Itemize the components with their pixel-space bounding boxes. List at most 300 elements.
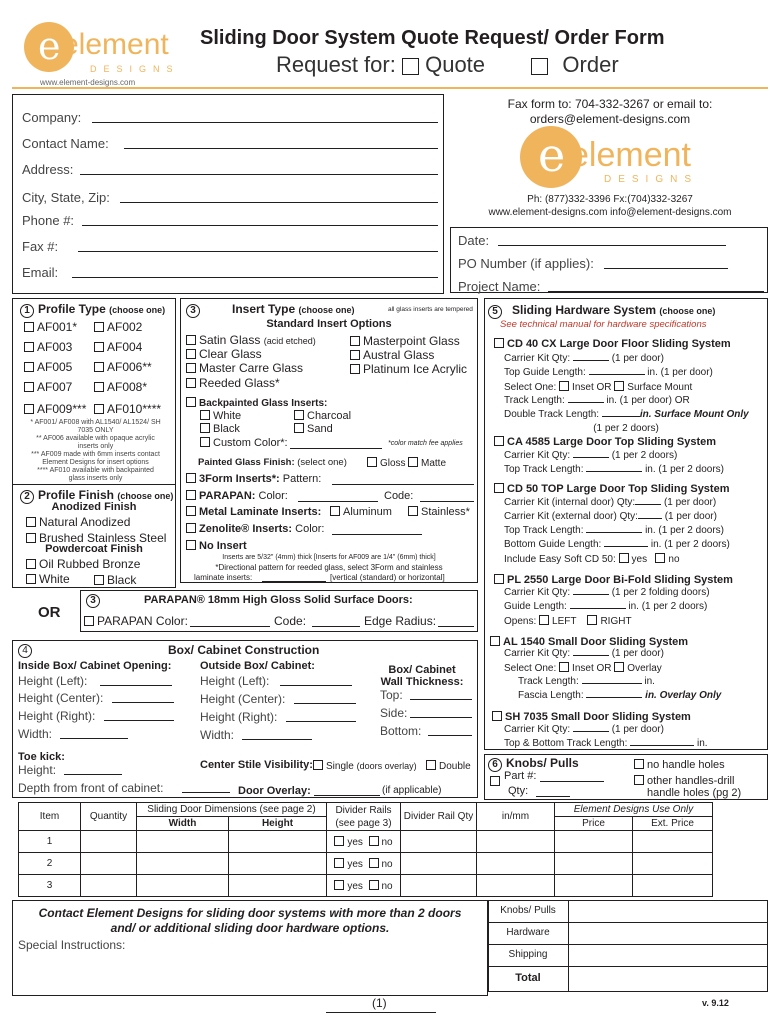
natural-label: Natural Anodized — [39, 515, 131, 529]
row-qty[interactable] — [81, 853, 137, 875]
page-title: Sliding Door System Quote Request/ Order Form — [200, 27, 665, 49]
s3b-num: 3 — [86, 594, 100, 608]
wall-heading-1: Box/ Cabinet — [388, 664, 456, 676]
no-label: no — [381, 836, 393, 848]
carre-checkbox[interactable] — [186, 363, 196, 373]
reeded[interactable] — [186, 376, 280, 390]
platinum[interactable] — [350, 362, 467, 376]
bp-custom-label: Custom Color*: — [213, 437, 288, 449]
platinum-checkbox[interactable] — [350, 364, 360, 374]
parapan-door-color: Color: — [155, 614, 188, 628]
row-width[interactable] — [137, 831, 229, 853]
af004[interactable] — [94, 340, 142, 354]
cd50-checkbox[interactable] — [494, 483, 504, 493]
out-hright: Height (Right): — [200, 710, 278, 724]
masterpoint[interactable] — [350, 334, 460, 348]
insert-note2: *Directional pattern for reeded glass, select 3Form and stainless — [215, 563, 443, 572]
row-ext[interactable] — [633, 853, 713, 875]
out-hcenter-field[interactable] — [294, 703, 356, 704]
s4-title: Box/ Cabinet Construction — [168, 643, 320, 657]
row-qty[interactable] — [81, 875, 137, 897]
al-fascia — [518, 690, 721, 701]
out-hcenter: Height (Center): — [200, 692, 286, 706]
sh-topbottom — [504, 738, 708, 749]
s4-num — [18, 644, 36, 658]
af003-label: AF003 — [37, 340, 73, 354]
alum[interactable] — [330, 506, 392, 518]
ca4585[interactable] — [494, 436, 716, 448]
white-finish[interactable] — [26, 572, 70, 586]
acid-label: (acid etched) — [263, 336, 316, 346]
row-drqty[interactable] — [401, 831, 477, 853]
po-field[interactable] — [604, 268, 728, 269]
no-checkbox[interactable] — [369, 880, 379, 890]
project-field[interactable] — [548, 291, 764, 292]
s1-note-0: * AF001/ AF008 with AL1540/ AL1524/ SH — [30, 419, 161, 426]
totals-row-2 — [488, 944, 768, 945]
part-field[interactable] — [540, 781, 604, 782]
out-width: Width: — [200, 728, 235, 742]
s1-note-3: inserts only — [77, 443, 114, 450]
natural[interactable] — [26, 515, 130, 529]
bp-white-checkbox[interactable] — [200, 410, 210, 420]
s1-notes — [18, 419, 173, 483]
easy-yes-checkbox[interactable] — [619, 553, 629, 563]
total-knobs: Knobs/ Pulls — [500, 905, 556, 916]
al1540-checkbox[interactable] — [490, 636, 500, 646]
std-heading: Standard Insert Options — [266, 318, 392, 330]
gloss-checkbox[interactable] — [367, 457, 377, 467]
cd40-inset-checkbox[interactable] — [559, 381, 569, 391]
backpainted-label: Backpainted Glass Inserts: — [199, 398, 328, 409]
pl-guide-label: Guide Length: — [504, 601, 567, 612]
bp-white[interactable] — [200, 410, 241, 422]
af010-label: AF010**** — [107, 402, 162, 416]
parapan-door-code-field[interactable] — [312, 626, 360, 627]
logo-letter: e — [38, 24, 61, 68]
pl-opens — [504, 615, 632, 627]
knob-checkbox[interactable] — [490, 776, 500, 786]
al-select-label: Select One: — [504, 663, 557, 674]
yes-checkbox[interactable] — [334, 880, 344, 890]
stile-double-checkbox[interactable] — [426, 760, 436, 770]
clear-checkbox[interactable] — [186, 349, 196, 359]
website: www.element-designs.com — [40, 78, 136, 87]
pl-carrier-label: Carrier Kit Qty: — [504, 587, 571, 598]
row-qty[interactable] — [81, 831, 137, 853]
yes-checkbox[interactable] — [334, 858, 344, 868]
oil[interactable] — [26, 557, 140, 571]
wall-bottom: Bottom: — [380, 724, 422, 738]
cd40-double-label: Double Track Length: — [504, 409, 600, 420]
th-qty: Quantity — [81, 803, 137, 831]
cd40-topguide — [504, 367, 713, 378]
address-label: Address: — [22, 162, 74, 177]
s4-num-circle: 4 — [18, 644, 32, 658]
wall-heading-2: Wall Thickness: — [380, 676, 464, 688]
af010-checkbox[interactable] — [94, 404, 104, 414]
row-height[interactable] — [229, 831, 327, 853]
bp-black-checkbox[interactable] — [200, 423, 210, 433]
knob-checkbox-wrap — [490, 776, 503, 788]
af008-checkbox[interactable] — [94, 382, 104, 392]
out-hleft-field[interactable] — [280, 685, 352, 686]
s3b-title — [86, 594, 413, 608]
parapan-checkbox[interactable] — [186, 490, 196, 500]
al-overlay-label: Overlay — [627, 663, 662, 674]
wall-bottom-field[interactable] — [428, 735, 472, 736]
parapan-door-checkbox[interactable] — [84, 616, 94, 626]
out-hright-field[interactable] — [286, 721, 356, 722]
matte[interactable] — [408, 457, 446, 469]
th-divider-2: (see page 3) — [335, 817, 392, 829]
af004-checkbox[interactable] — [94, 342, 104, 352]
ca-toptrack-per: in. (1 per 2 doors) — [645, 464, 724, 475]
clear-label: Clear Glass — [199, 347, 262, 361]
backpainted-checkbox[interactable] — [186, 397, 196, 407]
quote-checkbox[interactable] — [402, 58, 419, 75]
af006-checkbox[interactable] — [94, 362, 104, 372]
company-field[interactable] — [92, 122, 438, 123]
order-checkbox[interactable] — [531, 58, 548, 75]
parapan-door-color-field[interactable] — [190, 626, 270, 627]
ca4585-checkbox[interactable] — [494, 436, 504, 446]
cd50-ckext-per: (1 per door) — [664, 511, 717, 522]
wall-top-field[interactable] — [410, 699, 472, 700]
row-item: 3 — [19, 875, 81, 897]
form3[interactable] — [186, 473, 321, 485]
row-price[interactable] — [555, 853, 633, 875]
af005-checkbox[interactable] — [24, 362, 34, 372]
row-drqty[interactable] — [401, 853, 477, 875]
easy-yes-label: yes — [631, 554, 648, 565]
company-label: Company: — [22, 110, 82, 125]
door-overlay-field[interactable] — [314, 795, 380, 796]
pl2550-checkbox[interactable] — [494, 574, 504, 584]
easy-no-checkbox[interactable] — [655, 553, 665, 563]
cd40[interactable] — [494, 338, 731, 350]
row-drqty[interactable] — [401, 875, 477, 897]
th-width: Width — [137, 817, 229, 831]
bp-black[interactable] — [200, 423, 240, 435]
af009-checkbox[interactable] — [24, 404, 34, 414]
cd40-track-per: in. (1 per door) OR — [606, 395, 690, 406]
parapan-code-field[interactable] — [420, 501, 474, 502]
no-checkbox[interactable] — [369, 836, 379, 846]
noinsert[interactable] — [186, 540, 247, 552]
nohandle[interactable] — [634, 759, 725, 771]
s5-choose: (choose one) — [659, 306, 716, 316]
knob-qty-field[interactable] — [536, 796, 570, 797]
easy-no-label: no — [668, 554, 680, 565]
af006-label: AF006** — [107, 360, 152, 374]
af002[interactable] — [94, 320, 142, 334]
fax-web: www.element-designs.com info@element-designs.com — [488, 207, 732, 218]
logo2-word: element — [570, 136, 691, 174]
ifapp: (if applicable) — [382, 785, 442, 796]
wall-side-field[interactable] — [410, 717, 472, 718]
zenolite-checkbox[interactable] — [186, 523, 196, 533]
row-divider — [327, 831, 401, 853]
no-checkbox[interactable] — [369, 858, 379, 868]
cd50-ckint-label: Carrier Kit (internal door) Qty: — [504, 497, 636, 508]
s3-num: 3 — [186, 304, 200, 318]
pl2550-label: PL 2550 Large Door Bi-Fold Sliding System — [507, 574, 733, 586]
s1-title — [20, 302, 165, 318]
opens-right-checkbox[interactable] — [587, 615, 597, 625]
row-ext[interactable] — [633, 831, 713, 853]
af001-checkbox[interactable] — [24, 322, 34, 332]
cd40-surface-checkbox[interactable] — [614, 381, 624, 391]
s1-num: 1 — [20, 304, 34, 318]
cd40-checkbox[interactable] — [494, 338, 504, 348]
pl2550[interactable] — [494, 574, 733, 586]
carre[interactable] — [186, 361, 303, 375]
stile-single-checkbox[interactable] — [313, 760, 323, 770]
tempered-note: all glass inserts are tempered — [388, 306, 473, 313]
phone-field[interactable] — [82, 225, 438, 226]
s1-note-4: *** AF009 made with 6mm inserts contact — [31, 451, 160, 458]
cd50-ckint-per: (1 per door) — [663, 497, 717, 508]
pattern-field[interactable] — [332, 484, 474, 485]
other-checkbox[interactable] — [634, 775, 644, 785]
al-carrier-label: Carrier Kit Qty: — [504, 648, 571, 659]
cd50-ckint — [504, 497, 716, 508]
row-height[interactable] — [229, 875, 327, 897]
top-rule — [12, 87, 768, 89]
sh-topbottom-in: in. — [696, 738, 708, 749]
contact-note-2: and/ or additional sliding door hardware options. — [110, 921, 390, 935]
fax-field[interactable] — [78, 251, 438, 252]
stile-single[interactable] — [313, 760, 417, 772]
row-width[interactable] — [137, 875, 229, 897]
af009[interactable] — [24, 402, 86, 416]
ca-carrier — [504, 450, 677, 461]
s3b-title-text: PARAPAN® 18mm High Gloss Solid Surface Doors: — [144, 594, 413, 606]
city-field[interactable] — [120, 202, 438, 203]
gloss-label: Gloss — [380, 458, 406, 469]
th-dims: Sliding Door Dimensions (see page 2) — [137, 803, 327, 817]
zenolite[interactable] — [186, 523, 324, 535]
brushed-checkbox[interactable] — [26, 533, 36, 543]
row-inmm[interactable] — [477, 853, 555, 875]
af002-checkbox[interactable] — [94, 322, 104, 332]
manual-note: See technical manual for hardware specifications — [500, 319, 707, 330]
gloss[interactable] — [367, 457, 406, 469]
part-label: Part #: — [504, 770, 537, 782]
row-inmm[interactable] — [477, 831, 555, 853]
s1-s2-divider — [12, 484, 176, 485]
row-item: 2 — [19, 853, 81, 875]
cd50-ckext — [504, 511, 717, 522]
bp-charcoal[interactable] — [294, 410, 351, 422]
row-width[interactable] — [137, 853, 229, 875]
masterpoint-checkbox[interactable] — [350, 336, 360, 346]
noinsert-checkbox[interactable] — [186, 540, 196, 550]
metal-checkbox[interactable] — [186, 506, 196, 516]
logo-top — [24, 22, 180, 82]
stainless[interactable] — [408, 506, 470, 518]
painted — [198, 457, 347, 468]
oil-checkbox[interactable] — [26, 559, 36, 569]
zenolite-field[interactable] — [332, 534, 422, 535]
logo2-letter: e — [538, 128, 566, 182]
th-height: Height — [229, 817, 327, 831]
parapan-edge-field[interactable] — [438, 626, 474, 627]
af002-label: AF002 — [107, 320, 143, 334]
s5-title-text: Sliding Hardware System — [512, 303, 657, 317]
sh7035[interactable] — [492, 711, 691, 723]
parapan-door-code: Code: — [274, 614, 307, 628]
satin-checkbox[interactable] — [186, 335, 196, 345]
parapan-edge: Edge Radius: — [364, 614, 437, 628]
s1-note-7: glass inserts only — [68, 475, 123, 482]
masterpoint-label: Masterpoint Glass — [363, 334, 460, 348]
inside-heading: Inside Box/ Cabinet Opening: — [18, 660, 172, 672]
sh7035-checkbox[interactable] — [492, 711, 502, 721]
cd50-ckext-label: Carrier Kit (external door) Qty: — [504, 511, 638, 522]
cd50[interactable] — [494, 483, 730, 495]
email-field[interactable] — [72, 277, 438, 278]
form3-checkbox[interactable] — [186, 473, 196, 483]
ca4585-label: CA 4585 Large Door Top Sliding System — [507, 436, 717, 448]
other-handles[interactable] — [634, 775, 734, 787]
in-hcenter-field[interactable] — [112, 702, 174, 703]
phone-label: Phone #: — [22, 213, 75, 228]
address-field[interactable] — [80, 174, 438, 175]
stile-double[interactable] — [426, 760, 471, 772]
row-divider — [327, 853, 401, 875]
matte-label: Matte — [421, 458, 447, 469]
s3-choose: (choose one) — [298, 305, 355, 315]
matte-checkbox[interactable] — [408, 457, 418, 467]
logo2-sub: DESIGNS — [604, 174, 699, 185]
opens-left-checkbox[interactable] — [539, 615, 549, 625]
th-divider-1: Divider Rails — [335, 804, 392, 816]
alum-checkbox[interactable] — [330, 506, 340, 516]
row-height[interactable] — [229, 853, 327, 875]
stainless-checkbox[interactable] — [408, 506, 418, 516]
satin[interactable] — [186, 333, 316, 347]
white-finish-checkbox[interactable] — [26, 574, 36, 584]
cd50-bottomguide-label: Bottom Guide Length: — [504, 539, 602, 550]
af010[interactable] — [94, 402, 161, 416]
parapan-door[interactable] — [84, 614, 188, 628]
parapan-insert[interactable] — [186, 490, 288, 502]
af009-label: AF009*** — [37, 402, 87, 416]
s1-title-text: Profile Type — [38, 302, 106, 316]
clear[interactable] — [186, 347, 262, 361]
cd40-surfonly: in. Surface Mount Only — [639, 409, 749, 420]
city-label: City, State, Zip: — [22, 190, 110, 205]
page-number-rule — [326, 1012, 436, 1013]
date-label: Date: — [458, 233, 490, 248]
wall-heading — [372, 664, 472, 688]
af001[interactable] — [24, 320, 77, 334]
row-inmm[interactable] — [477, 875, 555, 897]
austral[interactable] — [350, 348, 434, 362]
satin-label: Satin Glass — [199, 333, 261, 347]
in-hleft-field[interactable] — [100, 685, 172, 686]
date-field[interactable] — [498, 245, 726, 246]
black-finish-label: Black — [107, 573, 137, 587]
bp-charcoal-checkbox[interactable] — [294, 410, 304, 420]
s2-num: 2 — [20, 490, 34, 504]
bp-custom-field[interactable] — [290, 448, 382, 449]
af008[interactable] — [94, 380, 147, 394]
row-price[interactable] — [555, 875, 633, 897]
row-ext[interactable] — [633, 875, 713, 897]
th-drqty: Divider Rail Qty — [401, 803, 477, 831]
toe-height-field[interactable] — [64, 774, 122, 775]
bp-sand-checkbox[interactable] — [294, 423, 304, 433]
contact-name-field[interactable] — [124, 148, 438, 149]
painted-label: Painted Glass Finish: — [198, 457, 295, 468]
af007[interactable] — [24, 380, 72, 394]
black-finish[interactable] — [94, 573, 136, 587]
in-width-field[interactable] — [60, 738, 128, 739]
cd50-label: CD 50 TOP Large Door Top Sliding System — [507, 483, 730, 495]
bp-sand[interactable] — [294, 423, 333, 435]
parapan-color-field[interactable] — [298, 501, 378, 502]
parapan-label: PARAPAN: — [199, 490, 256, 502]
al1540[interactable] — [490, 636, 688, 648]
af003[interactable] — [24, 340, 72, 354]
logo-word: element — [62, 28, 169, 61]
yes-checkbox[interactable] — [334, 836, 344, 846]
parapan-code-label: Code: — [384, 490, 414, 502]
al-track-label: Track Length: — [518, 676, 579, 687]
ca-carrier-per: (1 per 2 doors) — [611, 450, 678, 461]
bp-custom-checkbox[interactable] — [200, 437, 210, 447]
bp-custom[interactable] — [200, 437, 288, 449]
row-price[interactable] — [555, 831, 633, 853]
al-overlay-checkbox[interactable] — [614, 662, 624, 672]
black-finish-checkbox[interactable] — [94, 575, 104, 585]
austral-checkbox[interactable] — [350, 350, 360, 360]
depth-field[interactable] — [182, 792, 230, 793]
pattern-label: Pattern: — [282, 473, 322, 485]
natural-checkbox[interactable] — [26, 517, 36, 527]
cd50-easy-label: Include Easy Soft CD 50: — [504, 554, 616, 565]
af007-checkbox[interactable] — [24, 382, 34, 392]
af004-label: AF004 — [107, 340, 143, 354]
af003-checkbox[interactable] — [24, 342, 34, 352]
out-width-field[interactable] — [242, 739, 312, 740]
contact-note-1: Contact Element Designs for sliding door systems with more than 2 doors — [38, 906, 462, 920]
s5-num: 5 — [488, 305, 502, 319]
af008-label: AF008* — [107, 380, 148, 394]
parapan-color-label: Color: — [258, 490, 288, 502]
af007-label: AF007 — [37, 380, 73, 394]
af005[interactable] — [24, 360, 72, 374]
al-inset-checkbox[interactable] — [559, 662, 569, 672]
overlay-note: (doors overlay) — [356, 761, 417, 771]
in-hright-field[interactable] — [104, 720, 174, 721]
insert-note-field[interactable] — [262, 581, 326, 582]
af006[interactable] — [94, 360, 152, 374]
af005-label: AF005 — [37, 360, 73, 374]
pl-carrier — [504, 587, 710, 598]
reeded-checkbox[interactable] — [186, 378, 196, 388]
row-item: 1 — [19, 831, 81, 853]
email-label: Email: — [22, 265, 59, 280]
nohandle-checkbox[interactable] — [634, 759, 644, 769]
metal[interactable] — [186, 506, 321, 518]
fax-phone: Ph: (877)332-3396 Fx:(704)332-3267 — [527, 194, 693, 205]
logo-sub: DESIGNS — [90, 64, 180, 74]
s1-note-1: 7035 ONLY — [77, 427, 114, 434]
